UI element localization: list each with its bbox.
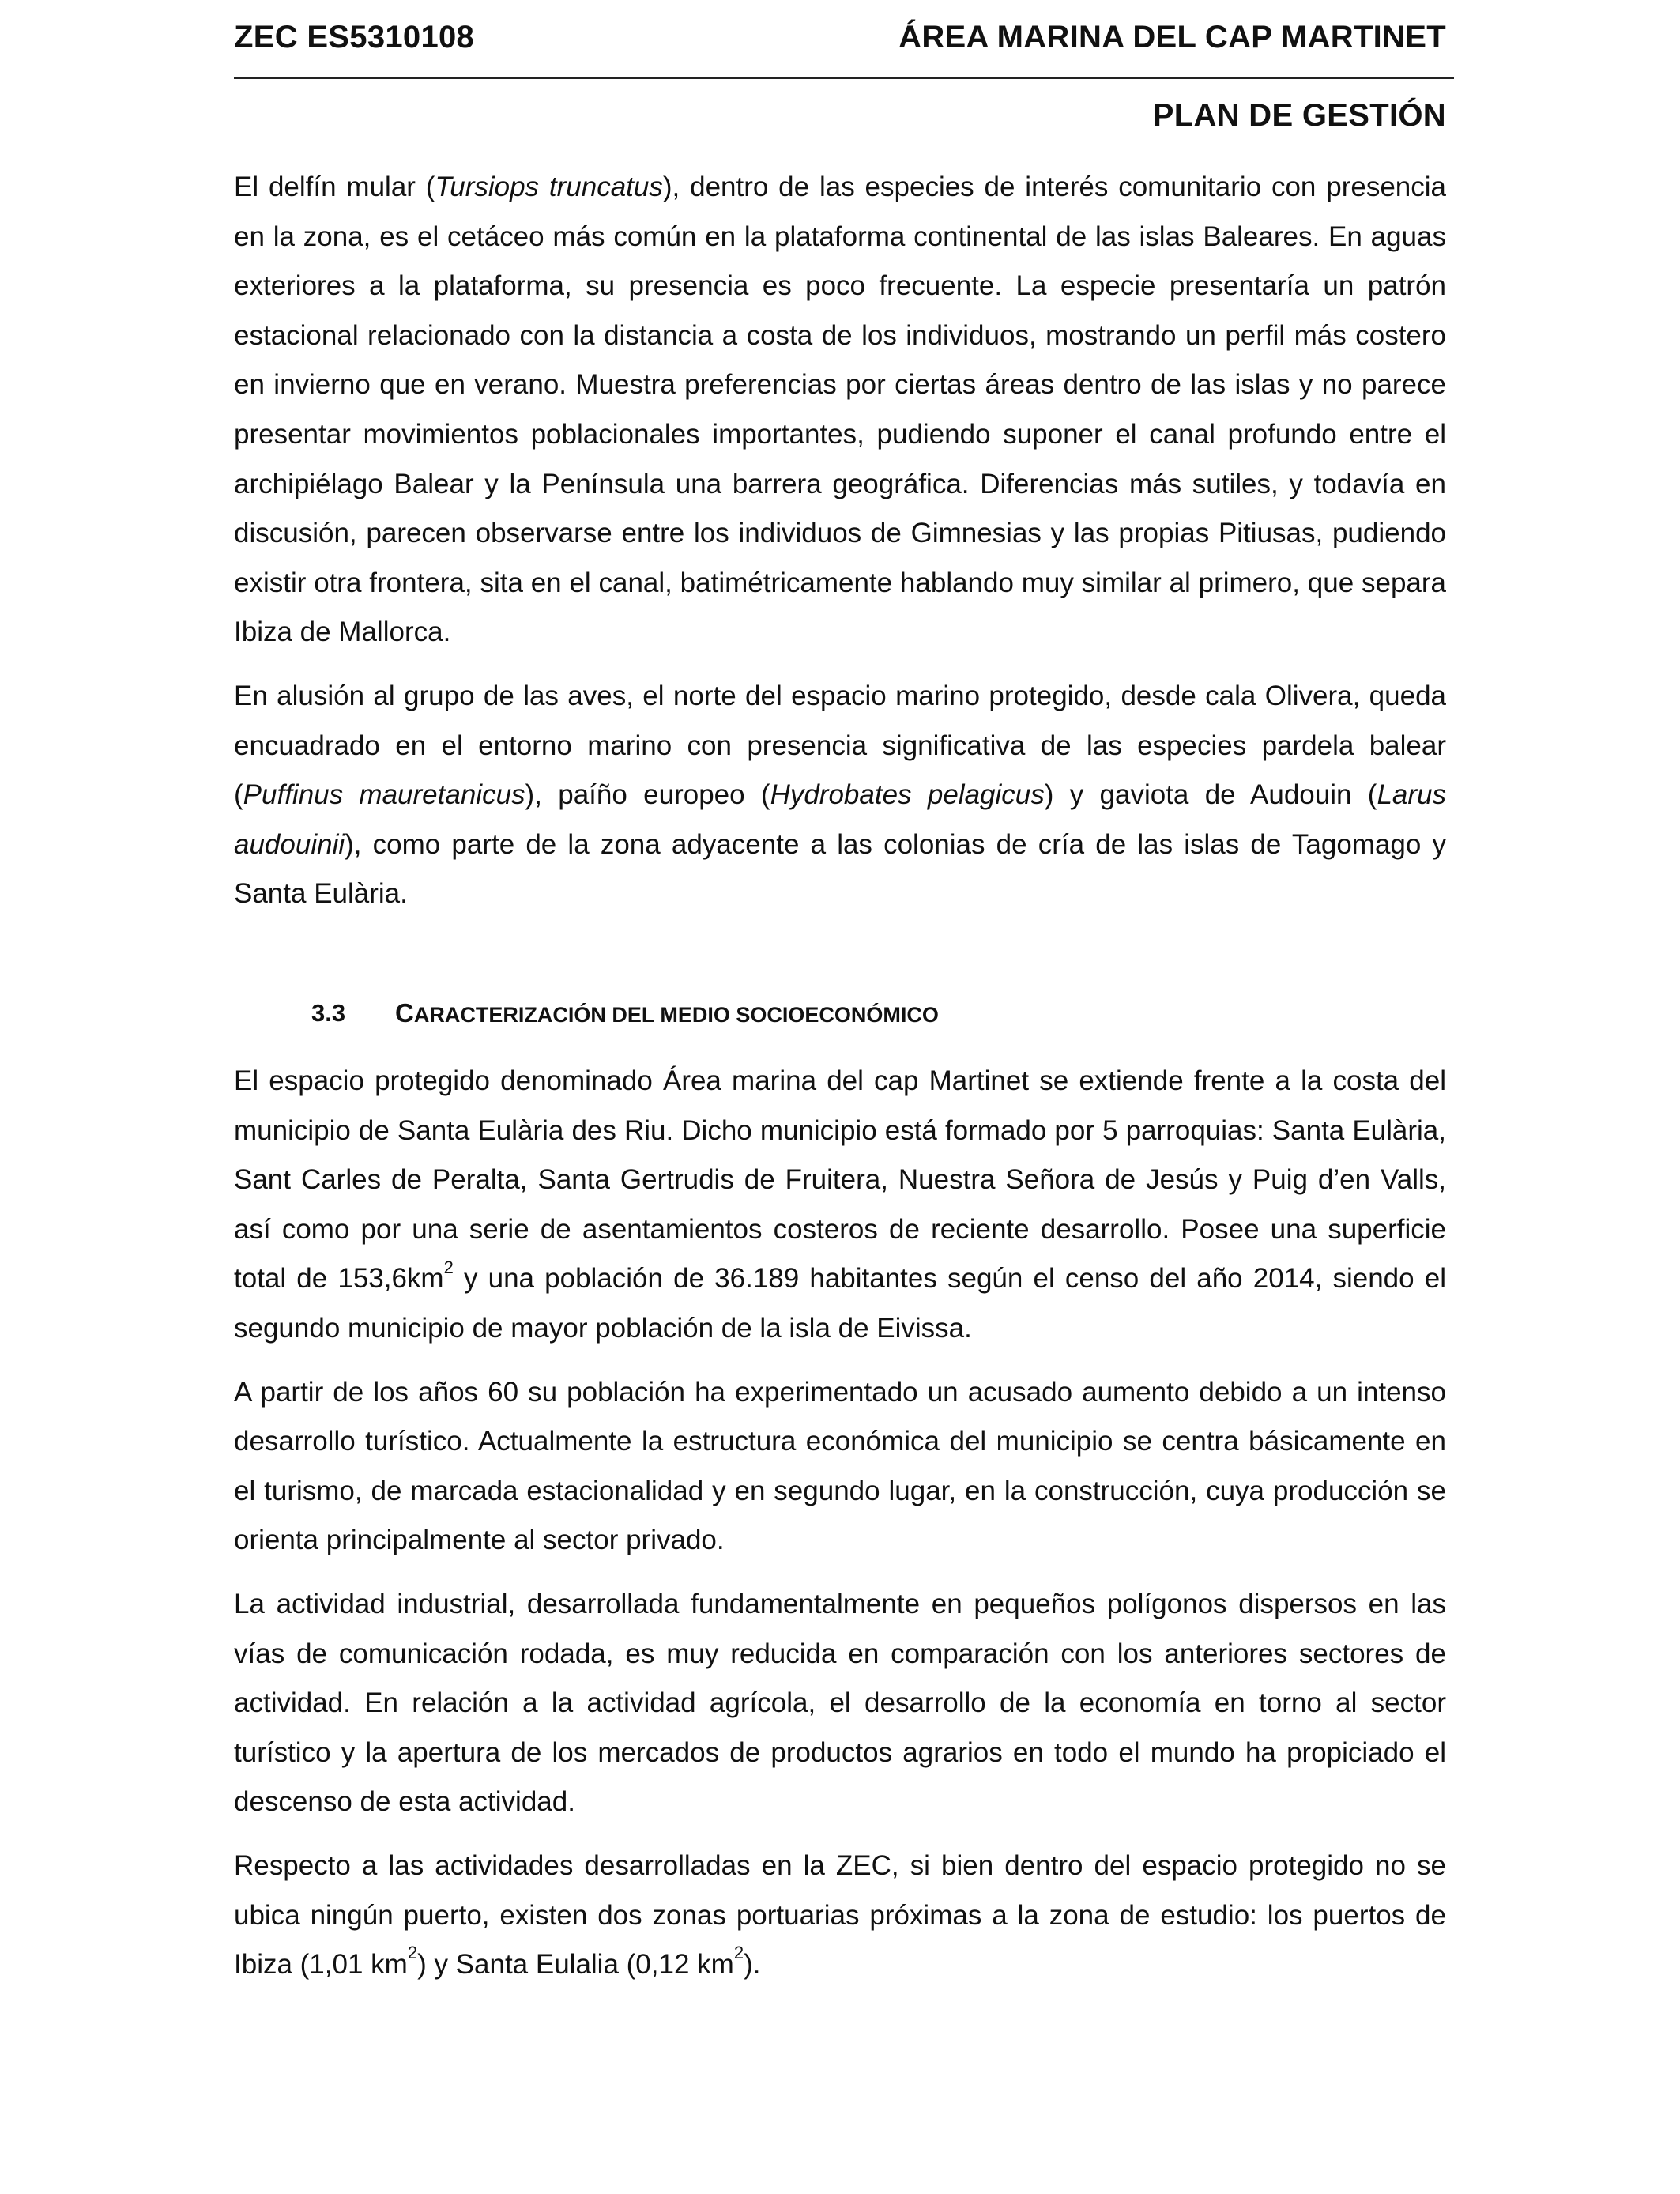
header-subtitle: PLAN DE GESTIÓN [1152,98,1446,133]
paragraph-text: Respecto a las actividades desarrolladas en la ZEC, si bien dentro del espacio protegido no se ubica ningún puerto, existen dos zonas portuarias próximas a la zona de estudio: los puertos de Ibiza (1,01 km [234,1849,1446,1981]
paragraph-text: En alusión al grupo de las aves, el norte del espacio marino protegido, desde cala Olivera, queda encuadrado en el entorno marino con presencia significativa de las especies pardela balear ( [234,680,1446,811]
body-text-bottom [234,1057,1446,1990]
paragraph-text: ), como parte de la zona adyacente a las colonias de cría de las islas de Tagomago y Santa Eulària. [234,828,1446,910]
page-header [234,17,1446,57]
paragraph-ports [234,1842,1446,1990]
superscript: 2 [407,1943,418,1963]
section-title [395,991,939,1035]
paragraph-municipality [234,1057,1446,1354]
paragraph-birds [234,672,1446,919]
section-heading [311,991,939,1035]
paragraph-text: ), dentro de las especies de interés comunitario con presencia en la zona, es el cetáceo más común en la plataforma continental de las islas Baleares. En aguas exteriores a la plataforma, su presencia es poco frecuente. La especie presentaría un patrón estacional relacionado con la distancia a costa de los individuos, mostrando un perfil más costero en invierno que en verano. Muestra preferencias por ciertas áreas dentro de las islas y no parece presentar movimientos poblacionales importantes, pudiendo suponer el canal profundo entre el archipiélago Balear y la Península una barrera geográfica. Diferencias más sutiles, y todavía en discusión, parecen observarse entre los individuos de Gimnesias y las propias Pitiusas, pudiendo existir otra frontera, sita en el canal, batimétricamente hablando muy similar al primero, que separa Ibiza de Mallorca. [234,172,1446,648]
header-area-name: ÁREA MARINA DEL CAP MARTINET [898,19,1446,55]
species-name: Hydrobates pelagicus [770,779,1045,811]
paragraph-text: ), paíño europeo ( [525,779,770,811]
header-divider [234,77,1454,79]
paragraph-population: A partir de los años 60 su población ha experimentado un acusado aumento debido a un intenso desarrollo turístico. Actualmente la estructura económica del municipio se centra básicamente en el turismo, de marcada estacionalidad y en segundo lugar, en la construcción, cuya producción se orienta principalmente al sector privado. [234,1376,1446,1556]
superscript: 2 [733,1943,744,1963]
section-title-rest: ARACTERIZACIÓN DEL MEDIO SOCIOECONÓMICO [413,1003,939,1027]
species-name: Larus audouinii [234,779,1446,860]
section-title-initial: C [395,998,414,1027]
body-text-top [234,163,1446,919]
superscript: 2 [443,1257,454,1277]
paragraph-text: ). [744,1949,761,1981]
paragraph-text: ) y Santa Eulalia (0,12 km [417,1949,734,1981]
paragraph-text: ) y gaviota de Audouin ( [1044,779,1377,811]
paragraph-text: El espacio protegido denominado Área marina del cap Martinet se extiende frente a la costa del municipio de Santa Eulària des Riu. Dicho municipio está formado por 5 parroquias: Santa Eulària, Sant Carles de Peralta, Santa Gertrudis de Fruitera, Nuestra Señora de Jesús y Puig d’en Valls, así como por una serie de asentamientos costeros de reciente desarrollo. Posee una superficie total de 153,6km [234,1065,1446,1295]
paragraph-text: El delfín mular ( [234,172,435,202]
paragraph-text: y una población de 36.189 habitantes según el censo del año 2014, siendo el segundo municipio de mayor población de la isla de Eivissa. [234,1263,1446,1344]
paragraph-dolphin [234,163,1446,658]
paragraph-industry: La actividad industrial, desarrollada fundamentalmente en pequeños polígonos dispersos en las vías de comunicación rodada, es muy reducida en comparación con los anteriores sectores de actividad. En relación a la actividad agrícola, el desarrollo de la economía en torno al sector turístico y la apertura de los mercados de productos agrarios en todo el mundo ha propiciado el descenso de esta actividad. [234,1588,1446,1818]
section-number: 3.3 [311,999,346,1027]
species-name: Tursiops truncatus [435,172,663,202]
species-name: Puffinus mauretanicus [243,779,525,811]
header-document-code: ZEC ES5310108 [234,19,475,55]
